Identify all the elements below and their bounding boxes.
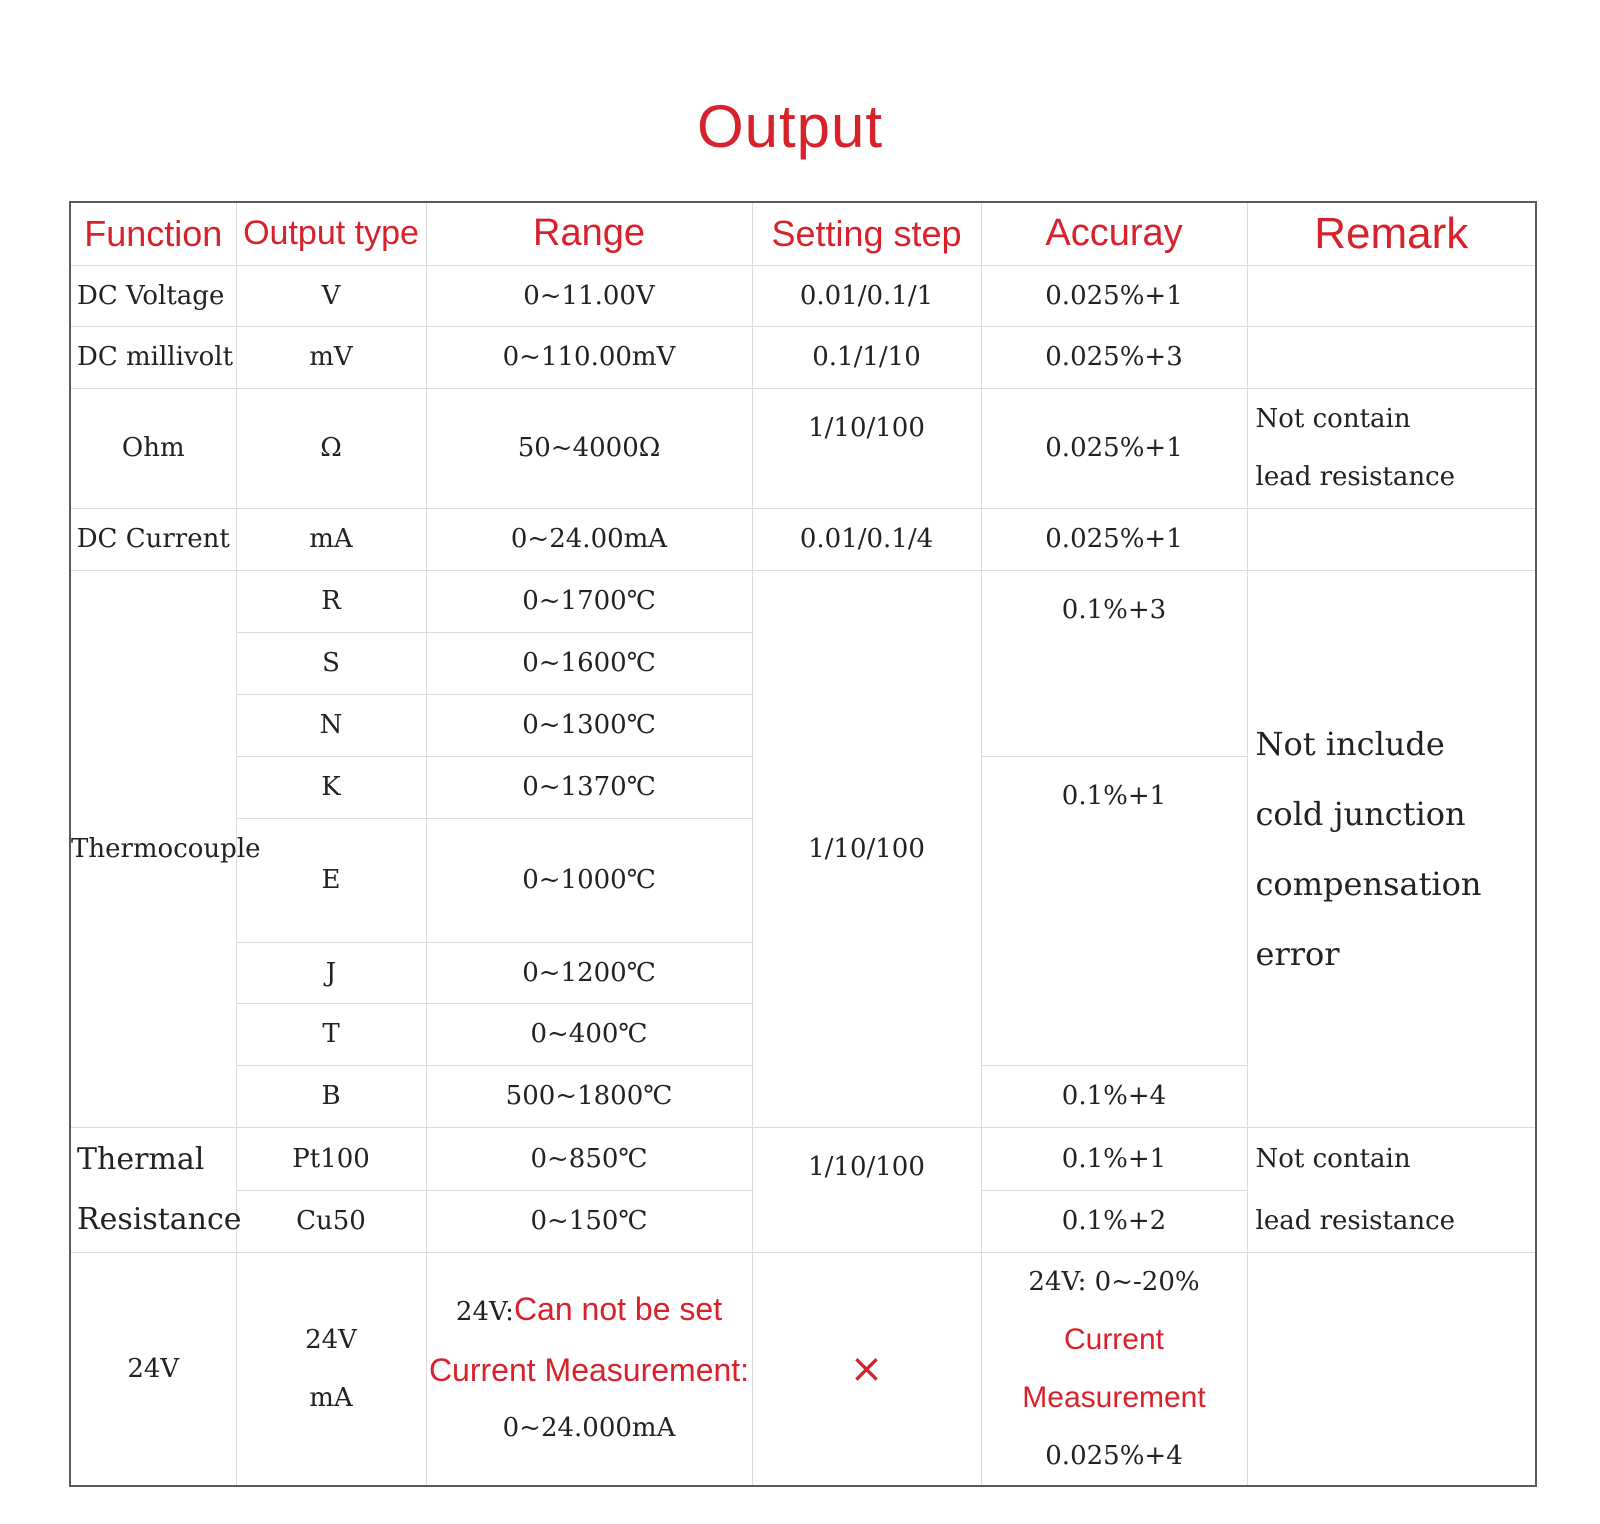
accuracy-cell: 0.025%+1 xyxy=(981,265,1247,326)
function-cell: DC millivolt xyxy=(70,326,236,388)
remark-line: cold junction xyxy=(1255,794,1466,833)
range-cell: 0~1000℃ xyxy=(426,818,752,942)
output-type-cell: mV xyxy=(236,326,426,388)
accuracy-cell: 0.1%+3 xyxy=(981,570,1247,756)
accuracy-cell xyxy=(981,1252,1247,1486)
table-row-dc-millivolt xyxy=(70,326,1536,388)
accuracy-cell: 0.1%+4 xyxy=(981,1065,1247,1127)
remark-cell xyxy=(1247,326,1536,388)
range-cell: 0~11.00V xyxy=(426,265,752,326)
range-cell: 0~1300℃ xyxy=(426,694,752,756)
range-cell: 0~400℃ xyxy=(426,1003,752,1065)
range-note: Can not be set xyxy=(513,1291,723,1327)
accuracy-cell: 0.1%+1 xyxy=(981,1127,1247,1190)
range-cell: 0~1370℃ xyxy=(426,756,752,818)
range-cell: 0~1700℃ xyxy=(426,570,752,632)
output-type-cell: V xyxy=(236,265,426,326)
table-row-dc-voltage xyxy=(70,265,1536,326)
header-range: Range xyxy=(426,202,752,265)
remark-cell xyxy=(1247,570,1536,1127)
header-remark: Remark xyxy=(1247,202,1536,265)
accuracy-line: Current Measurement xyxy=(1022,1322,1206,1414)
output-type-cell: Cu50 xyxy=(236,1190,426,1252)
remark-line: compensation error xyxy=(1255,864,1482,973)
remark-cell xyxy=(1247,508,1536,570)
accuracy-cell: 0.1%+1 xyxy=(981,756,1247,1065)
setting-step-cell: 0.01/0.1/1 xyxy=(752,265,981,326)
output-type-cell: mA xyxy=(236,508,426,570)
function-cell: DC Voltage xyxy=(70,265,236,326)
header-function: Function xyxy=(70,202,236,265)
table-row-thermal-pt100 xyxy=(70,1127,1536,1190)
range-cell: 0~150℃ xyxy=(426,1190,752,1252)
function-cell: 24V xyxy=(70,1252,236,1486)
function-cell: Thermocouple xyxy=(70,570,236,1127)
output-type-cell: S xyxy=(236,632,426,694)
function-line: Thermal xyxy=(77,1141,205,1177)
function-cell xyxy=(70,1127,242,1252)
range-cell: 0~1200℃ xyxy=(426,942,752,1003)
output-spec-table xyxy=(69,201,1537,1487)
table-row-ohm xyxy=(70,388,1536,508)
cross-icon: × xyxy=(849,1345,884,1392)
accuracy-line: 0.025%+4 xyxy=(1045,1440,1183,1471)
setting-step-cell: 0.1/1/10 xyxy=(752,326,981,388)
output-type-line: 24V xyxy=(305,1324,357,1355)
accuracy-cell: 0.025%+1 xyxy=(981,508,1247,570)
output-type-cell: J xyxy=(236,942,426,1003)
table-row-thermocouple-r xyxy=(70,570,1536,632)
output-type-cell: Pt100 xyxy=(236,1127,426,1190)
output-type-cell: N xyxy=(236,694,426,756)
range-prefix: 24V: xyxy=(455,1297,514,1327)
remark-cell xyxy=(1247,1252,1536,1486)
remark-cell xyxy=(1247,265,1536,326)
accuracy-cell: 0.1%+2 xyxy=(981,1190,1247,1252)
accuracy-cell: 0.025%+1 xyxy=(981,388,1247,508)
setting-step-cell: 1/10/100 xyxy=(752,388,981,508)
setting-step-cell xyxy=(752,1252,981,1486)
table-row-dc-current xyxy=(70,508,1536,570)
header-accuracy: Accuray xyxy=(981,202,1247,265)
remark-line: Not include xyxy=(1255,724,1445,763)
function-cell: DC Current xyxy=(70,508,236,570)
setting-step-cell: 1/10/100 xyxy=(752,1127,981,1252)
range-cell: 50~4000Ω xyxy=(426,388,752,508)
remark-line: Not contain xyxy=(1255,404,1411,434)
accuracy-line: 24V: 0~-20% xyxy=(1028,1266,1200,1297)
range-cell xyxy=(426,1252,752,1486)
output-type-cell: E xyxy=(236,818,426,942)
output-type-line: mA xyxy=(309,1382,353,1413)
remark-line: Not contain xyxy=(1255,1143,1411,1174)
output-type-cell: K xyxy=(236,756,426,818)
output-type-cell: B xyxy=(236,1065,426,1127)
header-row xyxy=(70,202,1536,265)
remark-line: lead resistance xyxy=(1255,462,1456,492)
range-cell: 0~110.00mV xyxy=(426,326,752,388)
table-row-24v xyxy=(70,1252,1536,1486)
output-type-cell: R xyxy=(236,570,426,632)
range-cell: 0~850℃ xyxy=(426,1127,752,1190)
remark-cell xyxy=(1247,388,1536,508)
function-line: Resistance xyxy=(77,1201,242,1237)
header-output-type: Output type xyxy=(236,202,426,265)
output-type-cell xyxy=(236,1252,426,1486)
page-title: Output xyxy=(696,93,884,160)
range-line: Current Measurement: xyxy=(428,1352,750,1388)
range-cell: 0~24.00mA xyxy=(426,508,752,570)
range-cell: 0~1600℃ xyxy=(426,632,752,694)
range-cell: 500~1800℃ xyxy=(426,1065,752,1127)
accuracy-cell: 0.025%+3 xyxy=(981,326,1247,388)
range-line: 0~24.000mA xyxy=(502,1413,676,1443)
range-line xyxy=(427,1280,752,1341)
function-cell: Ohm xyxy=(70,388,236,508)
setting-step-cell: 0.01/0.1/4 xyxy=(752,508,981,570)
remark-cell xyxy=(1247,1127,1536,1252)
output-type-cell: Ω xyxy=(236,388,426,508)
header-setting-step: Setting step xyxy=(752,202,981,265)
output-type-cell: T xyxy=(236,1003,426,1065)
remark-line: lead resistance xyxy=(1255,1205,1456,1236)
setting-step-cell: 1/10/100 xyxy=(752,570,981,1127)
